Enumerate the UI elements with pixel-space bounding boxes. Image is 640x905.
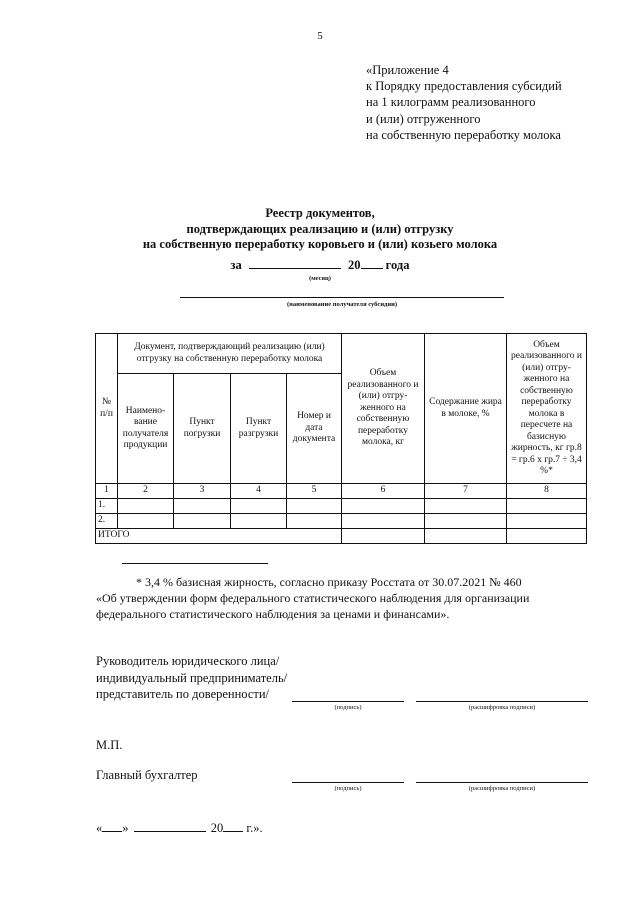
year-suffix: года — [385, 258, 410, 272]
head-signature-field[interactable] — [292, 701, 404, 702]
month-name-blank[interactable] — [134, 820, 206, 832]
table-cell[interactable] — [425, 529, 507, 544]
date-suffix: г.». — [246, 821, 263, 835]
table-cell[interactable] — [342, 529, 425, 544]
col-volume-base-header: Объем реализованного и (или) отгру-женного на собственную переработку молока в пересчете на базисную жирность, кг гр.8 = гр.6 х гр.7 ÷ 3,4 %* — [507, 334, 587, 484]
title-line: Реестр документов, — [265, 206, 375, 220]
appendix-line: к Порядку предоставления субсидий — [366, 79, 562, 94]
page-number: 5 — [317, 30, 323, 42]
head-line: представитель по доверенности/ — [96, 687, 270, 701]
table-cell[interactable] — [507, 529, 587, 544]
footnote — [96, 574, 588, 623]
total-row — [96, 529, 587, 544]
recipient-blank[interactable] — [180, 297, 504, 298]
table-cell[interactable] — [174, 514, 231, 529]
col-number: 2 — [118, 484, 174, 499]
table-cell[interactable] — [231, 499, 287, 514]
table-cell[interactable] — [287, 499, 342, 514]
row-number: 2. — [96, 514, 118, 529]
head-decoding-field[interactable] — [416, 701, 588, 702]
appendix-line: «Приложение 4 — [366, 63, 449, 77]
row-number: 1. — [96, 499, 118, 514]
recipient-caption: (наименование получателя субсидии) — [286, 301, 398, 308]
table-row — [96, 514, 587, 529]
chief-signature-caption: (подпись) — [334, 785, 362, 792]
date-year-blank[interactable] — [223, 820, 243, 832]
appendix-block — [366, 62, 562, 143]
footnote-divider — [122, 563, 268, 564]
chief-decoding-caption: (расшифровка подписи) — [468, 785, 536, 792]
registry-table — [95, 333, 587, 544]
table-cell[interactable] — [342, 499, 425, 514]
chief-accountant-label: Главный бухгалтер — [96, 768, 198, 782]
col-doc-number-header: Номер и дата документа — [287, 374, 342, 484]
appendix-line: на 1 килограмм реализованного — [366, 95, 536, 110]
signature-caption: (подпись) — [334, 704, 362, 711]
col-recipient-header: Наимено-вание получателя продукции — [118, 374, 174, 484]
table-cell[interactable] — [231, 514, 287, 529]
table-row — [96, 499, 587, 514]
title-line: подтверждающих реализацию и (или) отгрузку — [186, 221, 454, 236]
col-number: 7 — [425, 484, 507, 499]
col-number: 3 — [174, 484, 231, 499]
table-cell[interactable] — [342, 514, 425, 529]
za-label: за — [230, 258, 242, 272]
date-open-quote: « — [96, 821, 103, 835]
table-cell[interactable] — [425, 514, 507, 529]
month-caption: (месяц) — [309, 275, 331, 282]
table-cell[interactable] — [425, 499, 507, 514]
decoding-caption: (расшифровка подписи) — [468, 704, 536, 711]
date-close-quote: » — [122, 821, 129, 835]
document-title — [0, 206, 640, 253]
chief-decoding-field[interactable] — [416, 782, 588, 783]
col-unloading-header: Пункт разгрузки — [231, 374, 287, 484]
col-fat-header: Содержание жира в молоке, % — [425, 334, 507, 484]
appendix-line: на собственную переработку молока — [366, 127, 561, 142]
table-cell[interactable] — [118, 514, 174, 529]
date-year-prefix: 20 — [210, 821, 224, 835]
document-group-header: Документ, подтверждающий реализацию (или) отгрузку на собственную переработку молока — [118, 334, 342, 374]
table-cell[interactable] — [507, 514, 587, 529]
col-loading-header: Пункт погрузки — [174, 374, 231, 484]
col-number: 1 — [96, 484, 118, 499]
day-blank[interactable] — [102, 820, 122, 832]
period-line — [0, 257, 640, 273]
footnote-line: * 3,4 % базисная жирность, согласно приказу Росстата от 30.07.2021 № 460 — [136, 575, 522, 589]
title-line: на собственную переработку коровьего и (или) козьего молока — [142, 237, 498, 252]
col-num-header: № п/п — [96, 334, 118, 484]
chief-signature-field[interactable] — [292, 782, 404, 783]
head-line: Руководитель юридического лица/ — [96, 654, 280, 668]
table-cell[interactable] — [118, 499, 174, 514]
head-signature-label — [96, 653, 287, 703]
footnote-line: «Об утверждении форм федерального статистического наблюдения для организации — [96, 591, 530, 606]
total-label: ИТОГО — [96, 529, 342, 544]
table-cell[interactable] — [507, 499, 587, 514]
appendix-line: и (или) отгруженного — [366, 111, 481, 126]
table-cell[interactable] — [287, 514, 342, 529]
date-line — [96, 820, 263, 836]
month-blank[interactable] — [249, 257, 341, 269]
col-number: 4 — [231, 484, 287, 499]
year-prefix: 20 — [348, 258, 361, 272]
head-line: индивидуальный предприниматель/ — [96, 670, 288, 685]
col-number: 8 — [507, 484, 587, 499]
table-cell[interactable] — [174, 499, 231, 514]
col-number: 6 — [342, 484, 425, 499]
col-number: 5 — [287, 484, 342, 499]
seal-place: М.П. — [96, 738, 123, 752]
year-blank[interactable] — [361, 257, 383, 269]
footnote-line: федерального статистического наблюдения за ценами и финансами». — [96, 607, 450, 622]
col-volume-header: Объем реализованного и (или) отгру-женного на собственную переработку молока, кг — [342, 334, 425, 484]
